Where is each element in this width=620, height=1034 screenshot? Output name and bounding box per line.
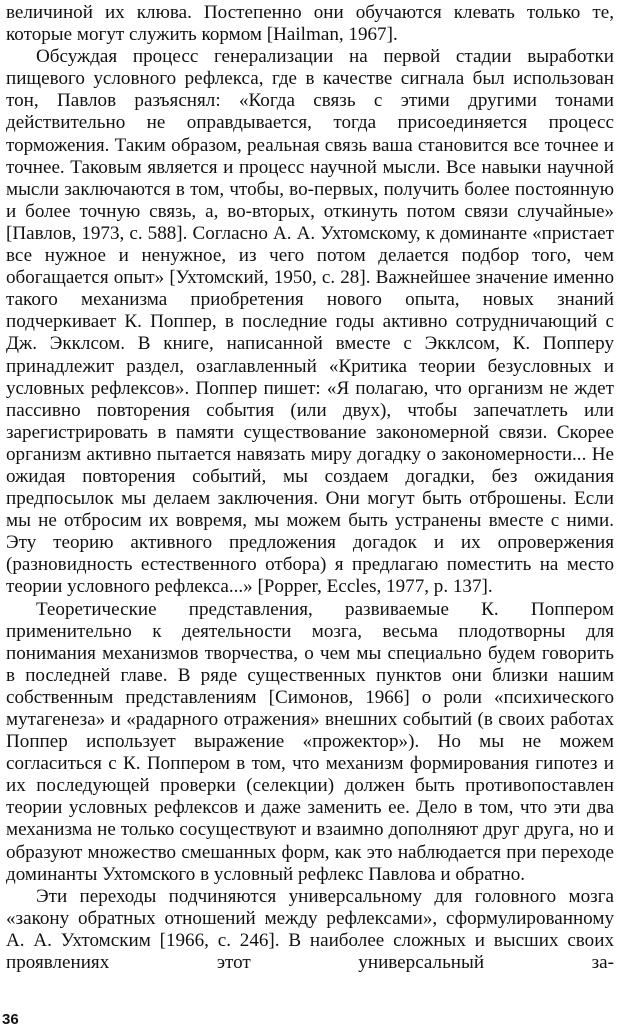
paragraph-continuation: величиной их клюва. Постепенно они обучаются клевать только те, которые могут служить кормом [Hailman, 1967]. xyxy=(6,2,614,46)
paragraph-ukhtomsky-law: Эти переходы подчиняются универсальному для головного мозга «закону обратных отношений между рефлексами», сформулированному А. А. Ухтомским [1966, с. 246]. В наиболее сложных и высших своих проявлениях этот универсальный за- xyxy=(6,885,614,974)
page-number: 36 xyxy=(2,1011,19,1028)
paragraph-pavlov-popper: Обсуждая процесс генерализации на первой стадии выработки пищевого условного рефлекса, где в качестве сигнала был использован тон, Павлов разъяснял: «Когда связь с этими другими тонами действительно не оправдывается, тогда присоединяется процесс торможения. Таким образом, реальная связь ваша становится все точнее и точнее. Таковым является и процесс научной мысли. Все навыки научной мысли заключаются в том, чтобы, во-первых, получить более постоянную и более точную связь, а, во-вторых, откинуть потом связи случайные» [Павлов, 1973, с. 588]. Согласно А. А. Ухтомскому, к доминанте «пристает все нужное и ненужное, из чего потом делается подбор того, чем обогащается опыт» [Ухтомский, 1950, с. 28]. Важнейшее значение именно такого механизма приобретения нового опыта, новых знаний подчеркивает К. Поппер, в последние годы активно сотрудничающий с Дж. Экклсом. В книге, написанной вместе с Экклсом, К. Попперу принадлежит раздел, озаглавленный «Критика теории безусловных и условных рефлексов». Поппер пишет: «Я полагаю, что организм не ждет пассивно повторения события (или двух), чтобы запечатлеть или зарегистрировать в памяти существование закономерной связи. Скорее организм активно пытается навязать миру догадку о закономерности... Не ожидая повторения событий, мы создаем догадки, без ожидания предпосылок мы делаем заключения. Они могут быть отброшены. Если мы не отбросим их вовремя, мы можем быть устранены вместе с ними. Эту теорию активного предложения догадок и их опровержения (разновидность естественного отбора) я предлагаю поместить на место теории условного рефлекса...» [Popper, Eccles, 1977, p. 137]. xyxy=(6,46,614,598)
paragraph-popper-theory: Теоретические представления, развиваемые К. Поппером применительно к деятельности мозга, весьма плодотворны для понимания механизмов творчества, о чем мы специально будем говорить в последней главе. В ряде существенных пунктов они близки нашим собственным представлениям [Симонов, 1966] о роли «психического мутагенеза» и «радарного отражения» внешних событий (в своих работах Поппер использует выражение «прожектор»). Но мы не можем согласиться с К. Поппером в том, что механизм формирования гипотез и их последующей проверки (селекции) должен быть противопоставлен теории условных рефлексов и даже заменить ее. Дело в том, что эти два механизма не только сосуществуют и взаимно дополняют друг друга, но и образуют множество смешанных форм, как это наблюдается при переходе доминанты Ухтомского в условный рефлекс Павлова и обратно. xyxy=(6,598,614,885)
